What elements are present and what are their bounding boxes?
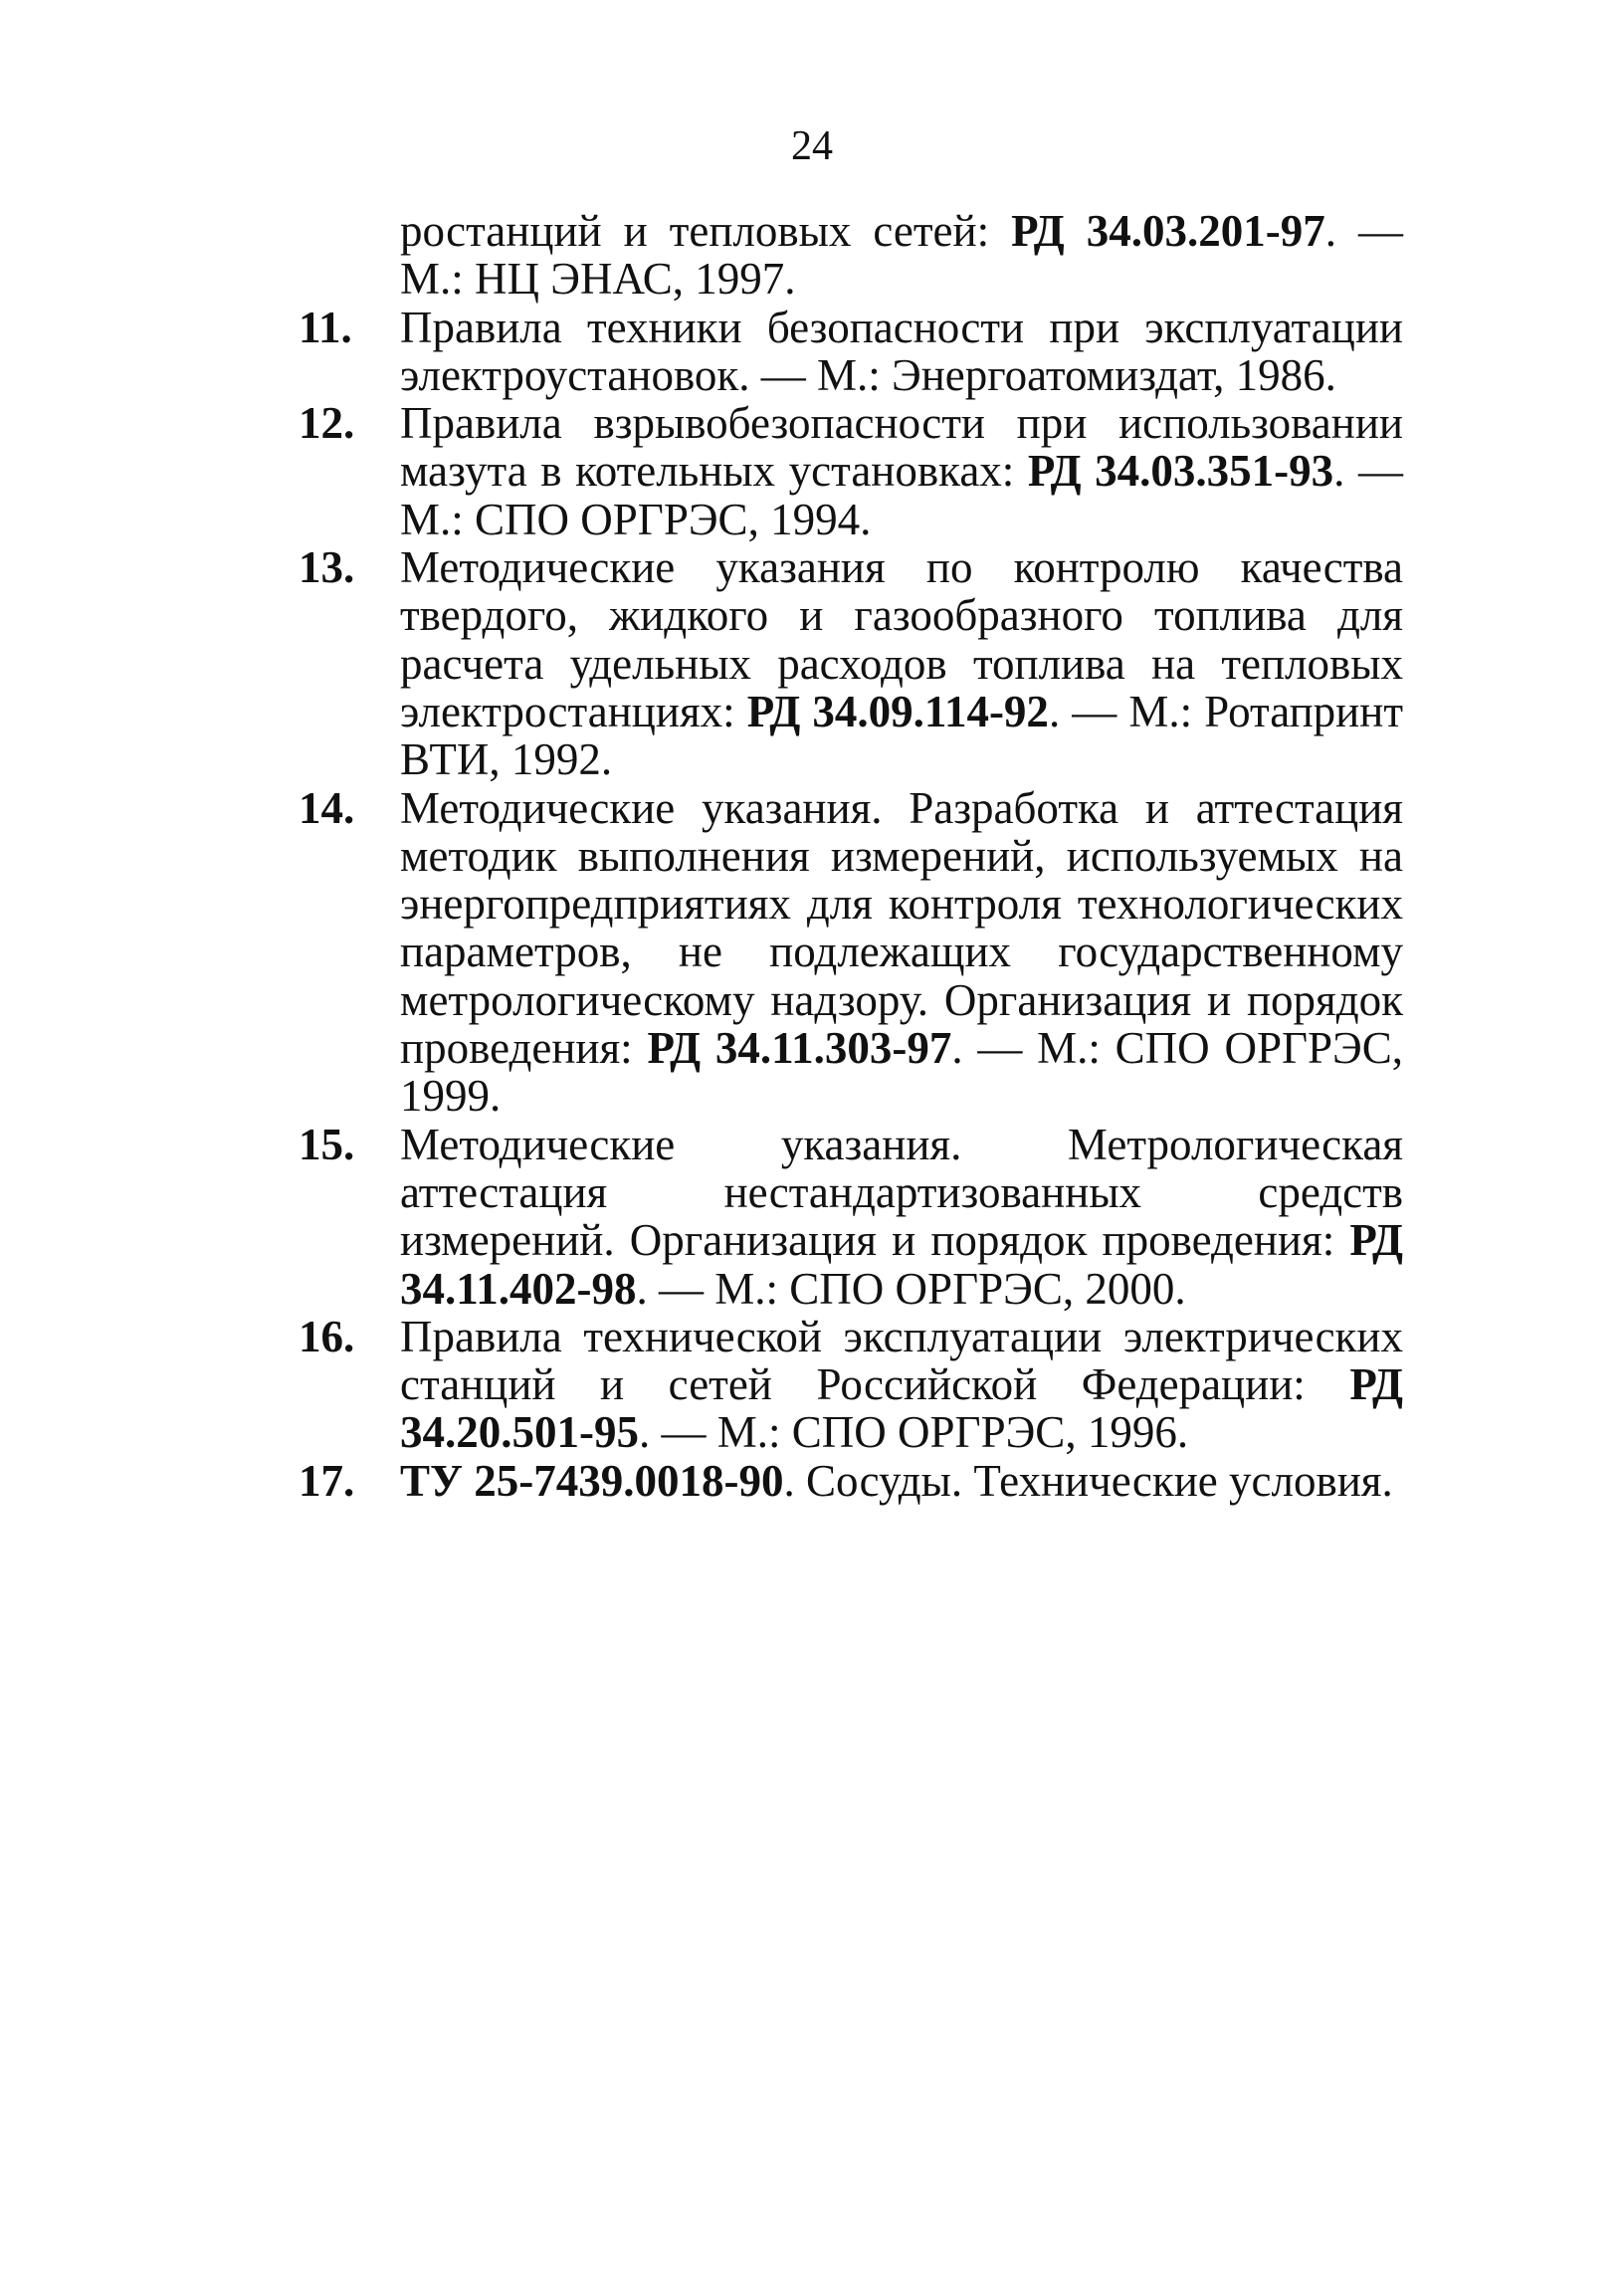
page-number: 24 (791, 123, 833, 169)
reference-publisher: . — М.: СПО ОРГРЭС, 1994. (400, 446, 1403, 544)
reference-item-13 (299, 543, 1403, 783)
reference-number: 15. (299, 1119, 355, 1169)
reference-code: ТУ 25-7439.0018-90 (400, 1455, 784, 1506)
reference-number: 12. (299, 398, 355, 449)
reference-number: 11. (299, 302, 352, 352)
reference-code: РД 34.20.501-95 (400, 1359, 1403, 1458)
reference-list (299, 207, 1403, 1505)
reference-item-11 (299, 304, 1403, 400)
reference-item-12 (299, 399, 1403, 543)
reference-text: Методические указания. Метрологическая аттестация нестандартизованных средств измерений. Организация и порядок проведения: (400, 1119, 1403, 1266)
reference-item-17 (299, 1457, 1403, 1505)
reference-code: РД 34.11.303-97 (647, 1023, 952, 1074)
reference-publisher: . — М.: СПО ОРГРЭС, 1996. (639, 1407, 1189, 1458)
reference-text: Методические указания. Разработка и аттестация методик выполнения измерений, используемых на энергопредприятиях для контроля технологических параметров, не подлежащих государственному метрологическому надзору. Организация и порядок проведения: (400, 782, 1403, 1074)
reference-code: РД 34.03.201-97 (1011, 206, 1325, 256)
reference-text: Правила технической эксплуатации электрических станций и сетей Российской Федерации: (400, 1311, 1403, 1410)
reference-text: Методические указания по контролю качества твердого, жидкого и газообразного топлива для расчета удельных расходов топлива на тепловых электростанциях: (400, 542, 1403, 736)
reference-publisher: . — М.: НЦ ЭНАС, 1997. (400, 206, 1404, 305)
reference-code: РД 34.03.351-93 (1027, 446, 1334, 497)
reference-number: 17. (299, 1455, 355, 1506)
reference-publisher: . — М.: СПО ОРГРЭС, 2000. (636, 1263, 1186, 1314)
reference-publisher: . — М.: СПО ОРГРЭС, 1999. (400, 1023, 1403, 1122)
reference-number: 13. (299, 542, 355, 593)
reference-text: Правила взрывобезопасности при использовании мазута в котельных установках: (400, 398, 1403, 497)
reference-item-14 (299, 784, 1403, 1121)
reference-text: ростанций и тепловых сетей: (400, 206, 1012, 256)
reference-item-continued (299, 207, 1403, 304)
reference-number: 14. (299, 782, 355, 833)
reference-item-16 (299, 1313, 1403, 1457)
reference-publisher: . — М.: Ротапринт ВТИ, 1992. (400, 686, 1403, 785)
reference-code: РД 34.11.402-98 (400, 1215, 1403, 1314)
reference-item-15 (299, 1121, 1403, 1313)
reference-number: 16. (299, 1311, 355, 1361)
reference-code: РД 34.09.114-92 (746, 686, 1049, 736)
reference-text: Правила техники безопасности при эксплуатации электроустановок. — М.: Энергоатомиздат, 1986. (400, 302, 1403, 400)
reference-publisher: . Сосуды. Технические условия. (783, 1455, 1393, 1506)
